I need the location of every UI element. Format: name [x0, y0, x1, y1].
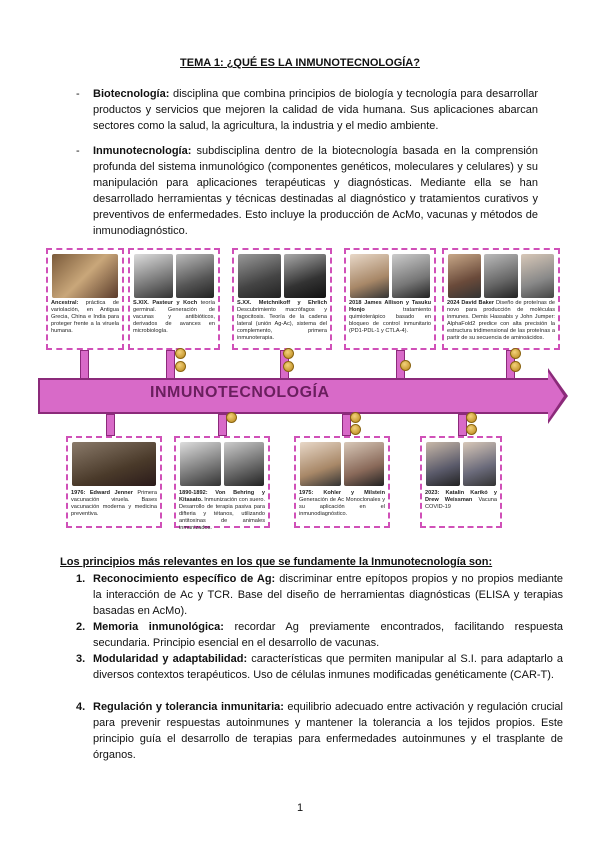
principle-number: 2.	[76, 621, 86, 633]
timeline-stem	[166, 350, 175, 380]
card-text: práctica de variolación, en Antigua Grecia, China e India para proteger frente a la viruela humana.	[51, 300, 119, 334]
principle-number: 4.	[76, 701, 86, 713]
principle-number: 3.	[76, 653, 86, 665]
photo	[180, 442, 221, 486]
timeline-card-behring	[174, 436, 270, 531]
nobel-medal-icon	[400, 360, 411, 371]
principle-term: Reconocimiento específico de Ag:	[93, 573, 276, 585]
bullet-term: Inmunotecnología:	[93, 145, 192, 157]
bullet-dash: -	[76, 88, 80, 100]
principle-term: Modularidad y adaptabilidad:	[93, 653, 248, 665]
card-title: S.XIX. Pasteur y Koch	[133, 300, 198, 306]
photo	[426, 442, 460, 486]
principle-term: Memoria inmunológica:	[93, 621, 224, 633]
nobel-medal-icon	[350, 412, 361, 423]
nobel-medal-icon	[175, 361, 186, 372]
principle-number: 1.	[76, 573, 86, 585]
bullet-text: subdisciplina dentro de la biotecnología basada en la comprensión profunda del sistema inmunológico (componentes genéticos, moleculares y celulares) y su manipulación para aplicaciones terapéuticas y diagnósticas. Mediante ella se han desarrollado herramientas y técnicas destinadas al diagnóstico y tratamientos curativos y preventivos de enfermedades. Esto incluye la producción de AcMo, vacunas y métodos de inmunodiagnóstico.	[93, 145, 538, 237]
photo	[350, 254, 389, 298]
photo	[176, 254, 215, 298]
nobel-medal-icon	[350, 424, 361, 435]
principle-text: recordar Ag previamente encontrados, facilitando respuesta secundaria. Principio esencial en el desarrollo de vacunas.	[93, 621, 563, 649]
card-photo	[52, 254, 118, 298]
photo	[284, 254, 327, 298]
timeline-arrow-head-fill	[548, 372, 564, 420]
card-photos	[180, 442, 264, 486]
card-title: 1976: Edward Jenner	[71, 490, 133, 496]
card-photo	[72, 442, 156, 486]
page-title: TEMA 1: ¿QUÉ ES LA INMUNOTECNOLOGÍA?	[180, 57, 420, 69]
principle-text: discriminar entre epítopos propios y no propios mediante la interacción de Ac y TCR. Base del diseño de herramientas diagnósticas (ELISA y terapias basadas en AcMo).	[93, 573, 563, 617]
card-photos	[300, 442, 384, 486]
card-photos	[448, 254, 554, 298]
timeline-card-jenner	[66, 436, 162, 528]
principle-text: características que permiten manipular al S.I. para adaptarlo a diversos contextos terapéuticos. Uso de células inmunes modificadas genéticamente (CAR-T).	[93, 653, 564, 681]
timeline-card-kohler-milstein	[294, 436, 390, 528]
card-photos	[238, 254, 326, 298]
card-text: Primera vacunación viruela. Bases vacunación moderna y medicina preventiva.	[71, 490, 157, 517]
page-number: 1	[296, 802, 304, 814]
photo	[392, 254, 431, 298]
card-title: S.XX. Metchnikoff y Ehrlich	[237, 300, 327, 306]
photo	[300, 442, 341, 486]
nobel-medal-icon	[283, 348, 294, 359]
card-title: 1975: Kohler y Milstein	[299, 490, 385, 496]
photo	[344, 442, 385, 486]
photo	[448, 254, 481, 298]
nobel-medal-icon	[283, 361, 294, 372]
timeline-card-pasteur	[128, 248, 220, 350]
timeline-label: INMUNOTECNOLOGÍA	[150, 384, 330, 401]
photo	[134, 254, 173, 298]
card-text: Inmunización con suero. Desarrollo de terapia pasiva para difteria y tétanos, utilizando antitoxinas de animales inmunizados.	[179, 497, 265, 531]
card-title: 1890-1892: Von Behring y Kitasato.	[179, 490, 265, 503]
nobel-medal-icon	[510, 348, 521, 359]
principle-text: equilibrio adecuado entre activación y regulación crucial para prevenir respuestas autoinmunes y mantener la tolerancia a los tejidos propios. Este principio guía el desarrollo de terapias para enfermedades autoinmunes y el trasplante de órganos.	[93, 701, 563, 761]
photo	[224, 442, 265, 486]
card-text: Vacuna COVID-19	[425, 497, 497, 510]
photo	[521, 254, 554, 298]
photo	[484, 254, 517, 298]
photo	[72, 442, 156, 486]
card-title: 2018 James Allison y Tasuku Honjo	[349, 300, 431, 313]
card-photos	[426, 442, 496, 486]
timeline-card-metchnikoff	[232, 248, 332, 350]
card-photos	[350, 254, 430, 298]
principles-title: Los principios más relevantes en los que se fundamente la Inmunotecnología son:	[60, 556, 493, 568]
photo	[238, 254, 281, 298]
card-title: 2023: Katalin Karikó y Drew Weissman	[425, 490, 497, 503]
card-title: Ancestral:	[51, 300, 79, 306]
card-text: teoría germinal. Generación de vacunas y antibióticos, derivados de avances en microbiología.	[133, 300, 215, 334]
nobel-medal-icon	[175, 348, 186, 359]
bullet-text: disciplina que combina principios de biología y tecnología para desarrollar productos y servicios que mejoren la calidad de vida humana. Sus aplicaciones abarcan sectores como la salud, la agricultura, la industria y el medio ambiente.	[93, 88, 538, 132]
card-title: 2024 David Baker	[447, 300, 495, 306]
bullet-dash: -	[76, 145, 80, 157]
nobel-medal-icon	[510, 361, 521, 372]
nobel-medal-icon	[226, 412, 237, 423]
timeline-card-ancestral	[46, 248, 124, 350]
timeline-stem	[106, 414, 115, 436]
nobel-medal-icon	[466, 424, 477, 435]
card-text: Generación de Ac Monoclonales y su aplicación en el inmunodiagnóstico.	[299, 497, 385, 517]
principle-term: Regulación y tolerancia inmunitaria:	[93, 701, 284, 713]
timeline-card-allison-honjo	[344, 248, 436, 350]
card-text: Descubrimiento macrófagos y fagocitosis. Teoría de la cadena lateral (unión Ag-Ac), sistema del complemento, primera inmunoterapia.	[237, 307, 327, 341]
card-photos	[134, 254, 214, 298]
nobel-medal-icon	[466, 412, 477, 423]
timeline-figure	[0, 240, 600, 530]
bullet-term: Biotecnología:	[93, 88, 170, 100]
timeline-stem	[80, 350, 89, 380]
photo	[463, 442, 497, 486]
timeline-card-kariko	[420, 436, 502, 528]
card-text: tratamiento quimioterápico basado en bloqueo de control inmunitario (PD1-PDL-1 y CTLA-4).	[349, 307, 431, 334]
card-text: Diseño de proteínas de novo para producción de moléculas inmunes. Demis Hassabis y John Jumper: AlphaFold2 predice con alta precisión la estructura tridimensional de las proteínas a partir de su secuencia de aminoácidos.	[447, 300, 555, 341]
timeline-card-baker	[442, 248, 560, 350]
photo	[52, 254, 118, 298]
